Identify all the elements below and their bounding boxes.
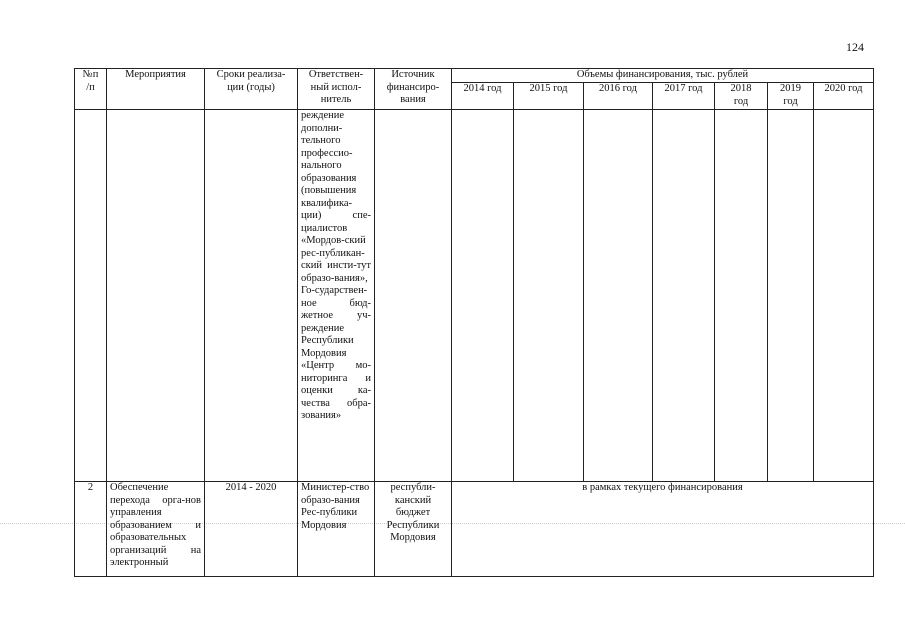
row-period (205, 110, 298, 482)
header-year: 2019 год (768, 83, 814, 110)
table-row (75, 110, 874, 482)
page-number: 124 (846, 40, 864, 54)
row-source (375, 110, 452, 482)
header-executor: Ответствен- ный испол- нитель (298, 69, 375, 110)
row-year-cell (653, 110, 715, 482)
header-activity: Мероприятия (107, 69, 205, 110)
row-source: республи- канский бюджет Республики Мордовия (375, 482, 452, 577)
header-year: 2020 год (814, 83, 874, 110)
row-activity: Обеспечение перехода орга-нов управления образованием и образовательных организаций на электронный (107, 482, 205, 577)
row-funding-note: в рамках текущего финансирования (452, 482, 874, 577)
row-year-cell (584, 110, 653, 482)
row-year-cell (452, 110, 514, 482)
header-year: 2018 год (715, 83, 768, 110)
row-year-cell (715, 110, 768, 482)
table-row (75, 482, 874, 577)
header-row-1 (75, 69, 874, 83)
header-num: №п /п (75, 69, 107, 110)
row-executor: реждение дополни-тельного профессио-нального образования (повышения квалифика-ции) спе-циалистов «Мордов-ский рес-публикан-ский инсти-тут образо-вания», Го-сударствен-ное бюд-жетное уч-реждение Республики Мордовия «Центр мо-ниторинга и оценки ка-чества обра-зования» (298, 110, 375, 482)
header-year: 2017 год (653, 83, 715, 110)
header-year: 2014 год (452, 83, 514, 110)
header-source: Источник финансиро- вания (375, 69, 452, 110)
header-funding: Объемы финансирования, тыс. рублей (452, 69, 874, 83)
row-period: 2014 - 2020 (205, 482, 298, 577)
row-num: 2 (75, 482, 107, 577)
funding-table (74, 68, 874, 577)
header-period: Сроки реализа- ции (годы) (205, 69, 298, 110)
row-year-cell (814, 110, 874, 482)
header-year: 2016 год (584, 83, 653, 110)
row-activity (107, 110, 205, 482)
row-executor: Министер-ство образо-вания Рес-публики Мордовия (298, 482, 375, 577)
row-year-cell (514, 110, 584, 482)
row-num (75, 110, 107, 482)
header-year: 2015 год (514, 83, 584, 110)
row-year-cell (768, 110, 814, 482)
